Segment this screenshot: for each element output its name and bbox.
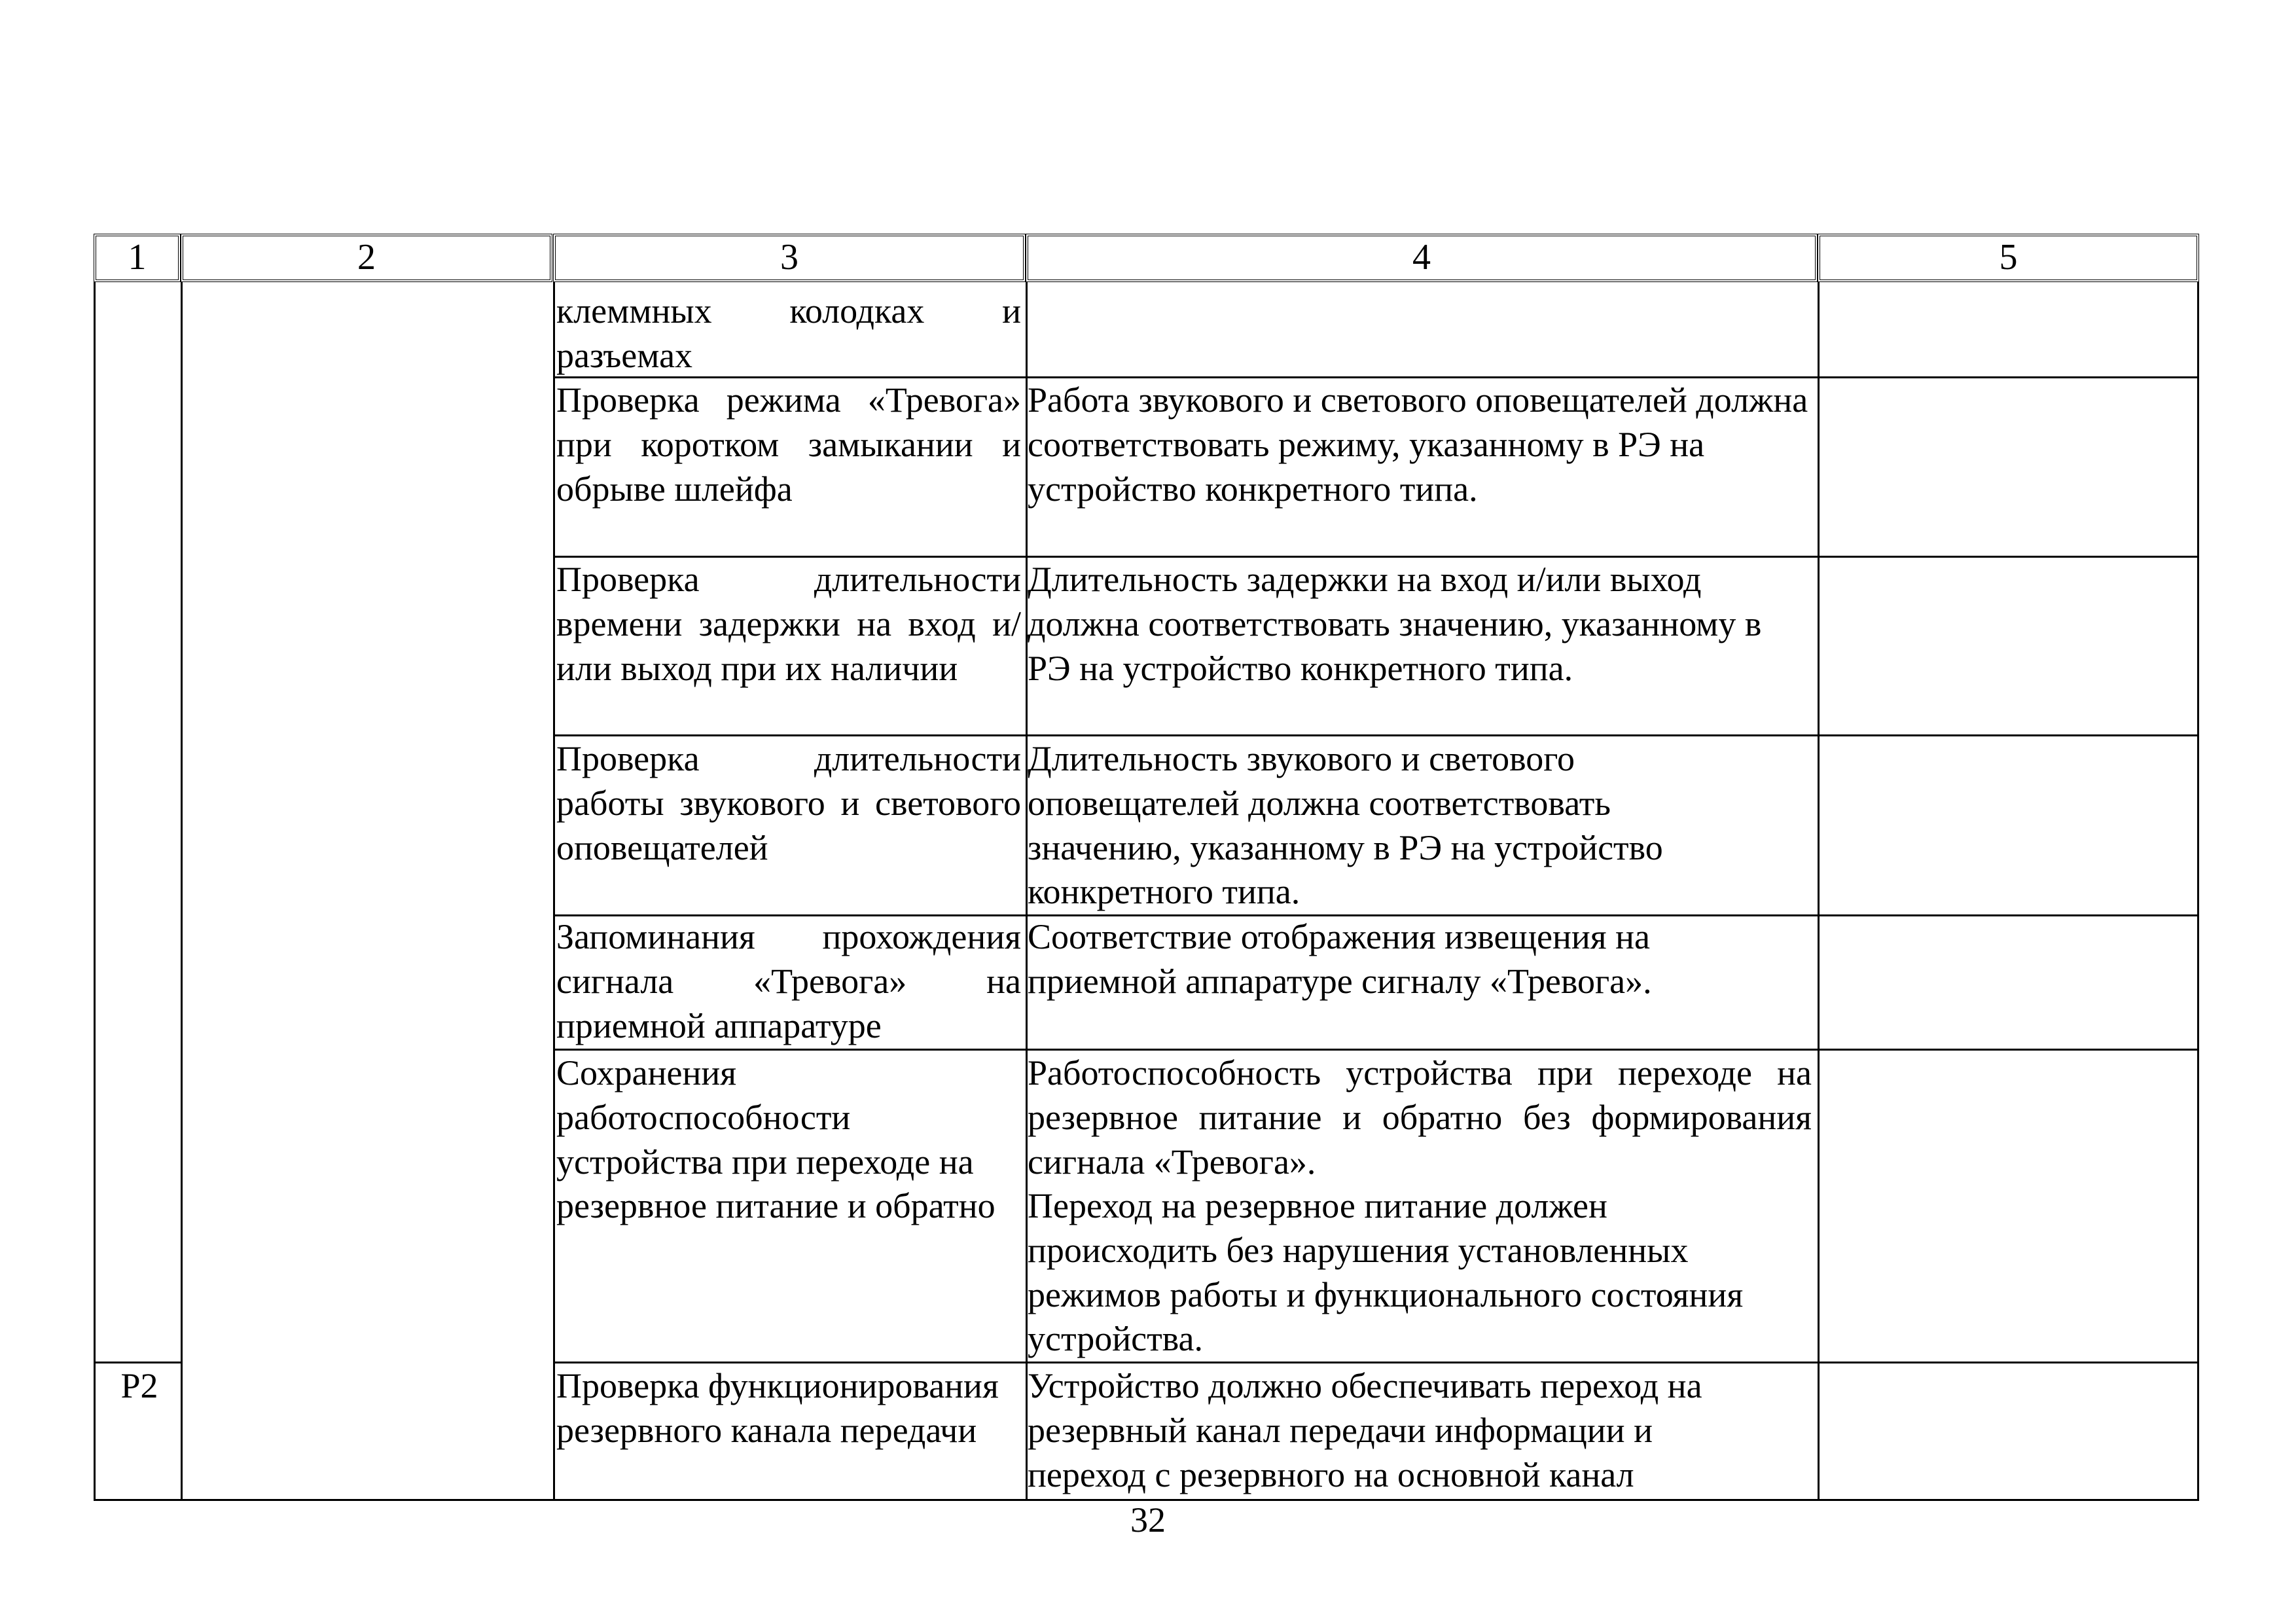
header-col-2	[181, 234, 552, 282]
row7-col3: Проверка функционирования резервного канала передачи	[556, 1366, 999, 1450]
header-col-4	[1026, 234, 1818, 282]
header-col-5-label: 5	[1999, 237, 2018, 278]
row3-col4: Длительность задержки на вход и/или выход должна соответствовать значению, указанному в РЭ на устройство конкретного типа.	[1028, 560, 1762, 688]
row7-col4: Устройство должно обеспечивать переход на резервный канал передачи информации и переход с резервного на основной канал	[1028, 1366, 1702, 1494]
table-divider-col2	[553, 282, 555, 1501]
row-separator	[94, 1362, 183, 1363]
header-col-3-label: 3	[780, 237, 798, 278]
header-col-1	[94, 234, 181, 282]
table-divider-col1	[181, 282, 183, 1501]
header-col-5	[1818, 234, 2199, 282]
row6-col3: Сохранения работоспособности устройства при переходе на резервное питание и обратно	[556, 1053, 996, 1226]
row5-col3: Запоминания прохождения сигнала «Тревога» на приемной аппаратуре	[556, 917, 1021, 1045]
header-col-1-label: 1	[128, 237, 147, 278]
row2-col3: Проверка режима «Тревога» при коротком замыкании и обрыве шлейфа	[556, 380, 1021, 509]
row5-col4: Соответствие отображения извещения на приемной аппаратуре сигналу «Тревога».	[1028, 917, 1652, 1001]
row4-col4: Длительность звукового и светового оповещателей должна соответствовать значению, указанному в РЭ на устройство конкретного типа.	[1028, 739, 1663, 912]
row7-col1: Р2	[120, 1366, 158, 1405]
row2-col4: Работа звукового и светового оповещателей должна соответствовать режиму, указанному в РЭ на устройство конкретного типа.	[1028, 380, 1808, 509]
header-col-2-label: 2	[357, 237, 376, 278]
table-border-left	[94, 282, 96, 1501]
table-border-right	[2197, 282, 2199, 1501]
row-separator	[553, 734, 2199, 736]
header-col-3	[553, 234, 1026, 282]
table-divider-col4	[1818, 282, 1820, 1501]
row6-col4-part2: Переход на резервное питание должен происходить без нарушения установленных режимов работы и функционального состояния устройства.	[1028, 1186, 1744, 1359]
page-number: 32	[1130, 1500, 1166, 1540]
row-separator	[553, 1362, 2199, 1363]
row4-col3: Проверка длительности работы звукового и светового оповещателей	[556, 739, 1021, 867]
row-separator	[553, 1049, 2199, 1051]
row3-col3: Проверка длительности времени задержки на вход и/или выход при их наличии	[556, 560, 1021, 688]
row6-col4-part1: Работоспособность устройства при переходе на резервное питание и обратно без формирования сигнала «Тревога».	[1028, 1053, 1812, 1182]
row1-col3: клеммных колодках и разъемах	[556, 291, 1021, 375]
header-col-4-label: 4	[1412, 237, 1431, 278]
